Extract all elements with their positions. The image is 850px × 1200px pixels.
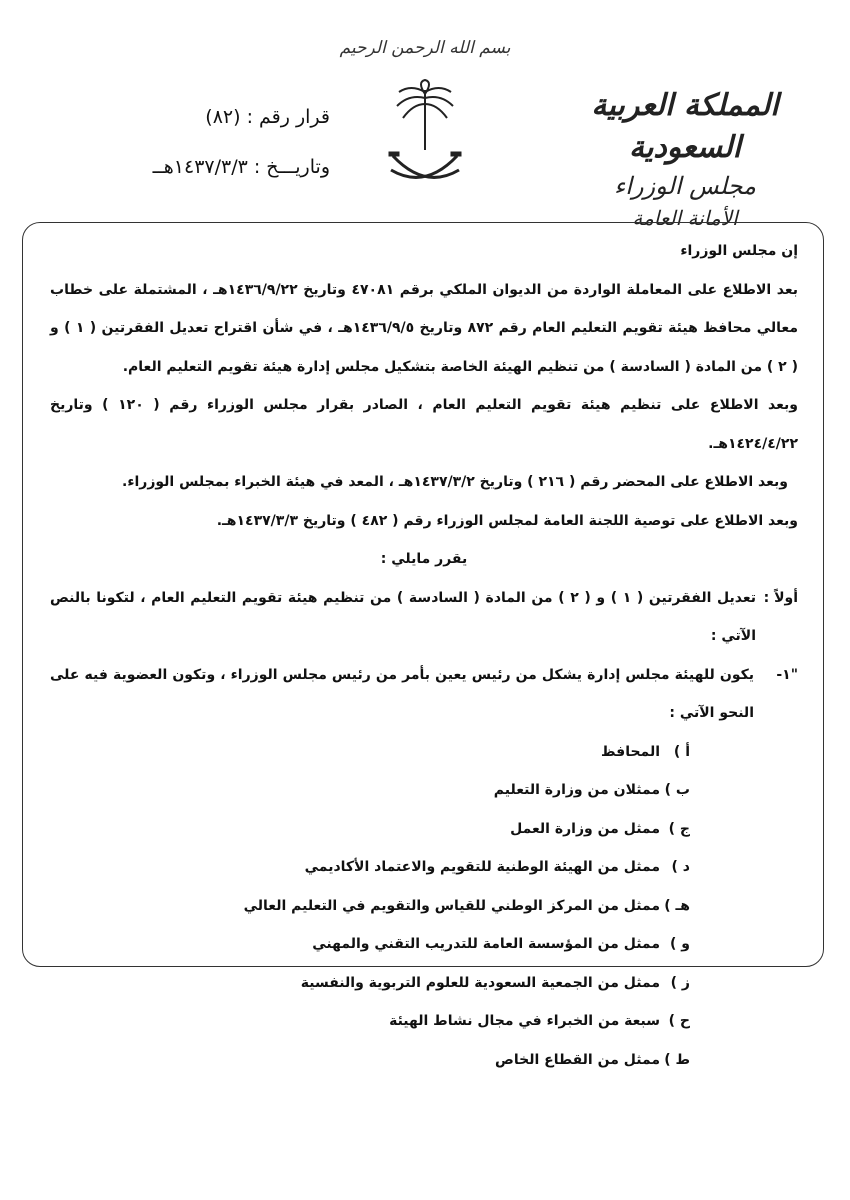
palm-swords-emblem-icon [385,78,465,193]
member-text: ممثل من الهيئة الوطنية للتقويم والاعتماد الأكاديمي [304,859,660,875]
clause-1-text: يكون للهيئة مجلس إدارة يشكل من رئيس يعين بأمر من رئيس مجلس الوزراء ، وتكون العضوية فيه على النحو الآتي : [50,666,754,721]
member-letter: أ ) [673,743,690,760]
member-item [50,887,798,926]
member-text: ممثل من المؤسسة العامة للتدريب التقني والمهني [312,936,660,952]
paragraph-3: وبعد الاطلاع على المحضر رقم ( ٢١٦ ) وتاريخ ١٤٣٧/٣/٢هـ ، المعد في هيئة الخبراء بمجلس الوزراء. [122,474,788,490]
decision-number: قرار رقم : (٨٢) [205,106,330,128]
member-text: ممثل من المركز الوطني للقياس والتقويم في التعليم العالي [243,897,660,914]
member-letter: هـ ) [664,897,690,914]
paragraph-2: وبعد الاطلاع على تنظيم هيئة تقويم التعليم العام ، الصادر بقرار مجلس الوزراء رقم ( ١٢٠ ) وتاريخ ١٤٢٤/٤/٢٢هـ. [50,397,798,452]
member-letter: ح ) [668,1013,690,1029]
member-letter: و ) [670,936,690,952]
member-item [50,1041,798,1080]
member-item [50,733,798,772]
member-item [50,848,798,887]
kingdom-title: المملكة العربية السعودية [591,88,779,165]
member-item [50,771,798,810]
member-item [50,1002,798,1041]
clause-1 [50,656,798,733]
member-item [50,810,798,849]
member-text: ممثل من الجمعية السعودية للعلوم التربوية والنفسية [300,974,660,991]
member-text: ممثل من القطاع الخاص [495,1051,660,1068]
member-letter: ط ) [664,1051,690,1068]
decision-body [50,232,798,1079]
decides-line: يقرر مايلي : [380,551,468,567]
member-letter: د ) [671,859,690,875]
member-text: ممثلان من وزارة التعليم [493,782,660,798]
article-first [50,579,798,656]
member-item [50,964,798,1003]
paragraph-1: بعد الاطلاع على المعاملة الواردة من الديوان الملكي برقم ٤٧٠٨١ وتاريخ ١٤٣٦/٩/٢٢هـ ، المشتملة على خطاب معالي محافظ هيئة تقويم التعليم العام رقم ٨٧٢ وتاريخ ١٤٣٦/٩/٥هـ ، في شأن اقتراح تعديل الفقرتين ( ١ ) و ( ٢ ) من المادة ( السادسة ) من تنظيم الهيئة الخاصة بتشكيل مجلس إدارة هيئة تقويم التعليم العام. [50,281,799,375]
article-first-text: تعديل الفقرتين ( ١ ) و ( ٢ ) من المادة ( السادسة ) من تنظيم هيئة تقويم التعليم العام ، لتكونا بالنص الآتي : [50,589,756,644]
secretariat-title: الأمانة العامة [632,206,738,230]
opening-line: إن مجلس الوزراء [680,243,798,259]
bismillah: بسم الله الرحمن الرحيم [339,38,511,58]
member-letter: ج ) [668,820,690,837]
council-title: مجلس الوزراء [613,172,757,200]
paragraph-4: وبعد الاطلاع على توصية اللجنة العامة لمجلس الوزراء رقم ( ٤٨٢ ) وتاريخ ١٤٣٧/٣/٣هـ. [216,512,798,529]
letterhead [560,85,810,233]
member-text: سبعة من الخبراء في مجال نشاط الهيئة [389,1013,660,1029]
member-text: المحافظ [601,743,660,760]
article-first-label: أولاً : [763,589,798,606]
decision-info [80,92,330,192]
member-letter: ز ) [670,974,690,991]
member-item [50,925,798,964]
member-text: ممثل من وزارة العمل [510,820,660,837]
member-letter: ب ) [664,782,690,798]
decision-date: وتاريـــخ : ١٤٣٧/٣/٣هــ [152,156,330,178]
clause-1-label: "١- [776,666,798,683]
